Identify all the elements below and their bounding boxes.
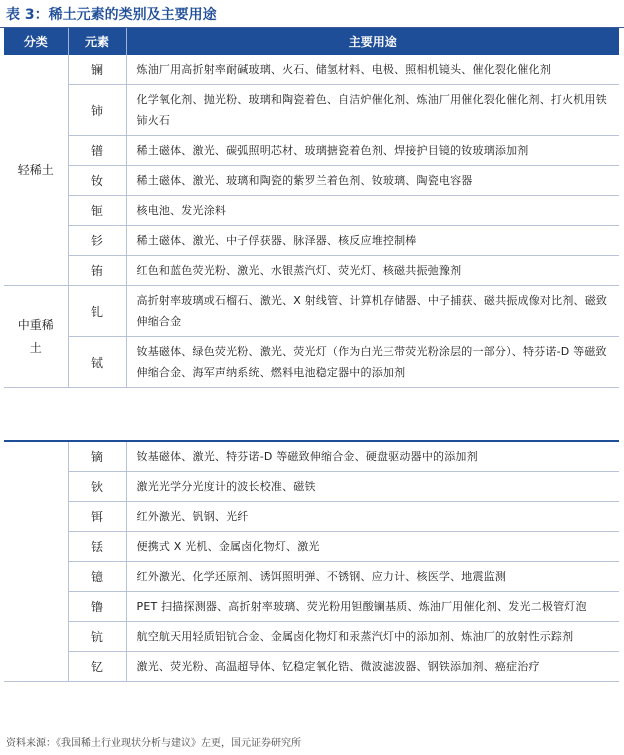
category-continued [4,441,68,682]
header-element: 元素 [68,28,126,55]
element-cell: 钕 [68,166,126,196]
table-row [4,256,619,286]
usage-cell: 红外激光、化学还原剂、诱饵照明弹、不锈钢、应力计、核医学、地震监测 [126,562,619,592]
table-row [4,337,619,388]
usage-cell: 红外激光、钒钢、光纤 [126,502,619,532]
element-cell: 钐 [68,226,126,256]
page-break-gap [0,396,624,438]
usage-cell: 炼油厂用高折射率耐碱玻璃、火石、储氢材料、电极、照相机镜头、催化裂化催化剂 [126,55,619,85]
table-row [4,472,619,502]
category-light: 轻稀土 [4,55,68,286]
table-row [4,55,619,85]
element-cell: 铥 [68,532,126,562]
table-row [4,196,619,226]
table-row [4,85,619,136]
source-note: 资料来源：《我国稀土行业现状分析与建议》左更，国元证券研究所 [6,738,301,749]
table-row [4,226,619,256]
element-cell: 铒 [68,502,126,532]
table-part-2 [4,440,619,682]
element-cell: 镝 [68,441,126,472]
element-cell: 钇 [68,652,126,682]
usage-cell: 钕基磁体、激光、特芬诺-D 等磁致伸缩合金、硬盘驱动器中的添加剂 [126,441,619,472]
table-part-1 [4,28,619,388]
usage-cell: 稀土磁体、激光、中子俘获器、脉泽器、核反应堆控制棒 [126,226,619,256]
table-row [4,622,619,652]
table-row [4,286,619,337]
category-mid-heavy-label: 中重稀 土 [17,317,54,355]
table-row [4,502,619,532]
element-cell: 钪 [68,622,126,652]
table-header-row [4,28,619,55]
element-cell: 铽 [68,337,126,388]
usage-cell: 航空航天用轻质铝钪合金、金属卤化物灯和汞蒸汽灯中的添加剂、炼油厂的放射性示踪剂 [126,622,619,652]
table-row [4,652,619,682]
usage-cell: 激光、荧光粉、高温超导体、钇稳定氧化锆、微波滤波器、钢铁添加剂、癌症治疗 [126,652,619,682]
usage-cell: 红色和蓝色荧光粉、激光、水银蒸汽灯、荧光灯、核磁共振弛豫剂 [126,256,619,286]
element-cell: 镧 [68,55,126,85]
element-cell: 镥 [68,592,126,622]
category-mid-heavy [4,286,68,388]
usage-cell: 化学氧化剂、抛光粉、玻璃和陶瓷着色、自洁炉催化剂、炼油厂用催化裂化催化剂、打火机用铁铈火石 [126,85,619,136]
element-cell: 铕 [68,256,126,286]
table-row [4,532,619,562]
table-title: 表 3：稀土元素的类别及主要用途 [6,7,217,23]
element-cell: 钆 [68,286,126,337]
element-cell: 铈 [68,85,126,136]
usage-cell: PET 扫描探测器、高折射率玻璃、荧光粉用钽酸镧基质、炼油厂用催化剂、发光二极管灯泡 [126,592,619,622]
table-row [4,441,619,472]
element-cell: 镱 [68,562,126,592]
usage-cell: 激光光学分光度计的波长校准、磁铁 [126,472,619,502]
element-cell: 钷 [68,196,126,226]
usage-cell: 便携式 X 光机、金属卤化物灯、激光 [126,532,619,562]
table-row [4,562,619,592]
usage-cell: 稀土磁体、激光、碳弧照明芯材、玻璃搪瓷着色剂、焊接护目镜的钕玻璃添加剂 [126,136,619,166]
header-usage: 主要用途 [126,28,619,55]
element-cell: 镨 [68,136,126,166]
element-cell: 钬 [68,472,126,502]
usage-cell: 稀土磁体、激光、玻璃和陶瓷的紫罗兰着色剂、钕玻璃、陶瓷电容器 [126,166,619,196]
usage-cell: 高折射率玻璃或石榴石、激光、X 射线管、计算机存储器、中子捕获、磁共振成像对比剂、磁致伸缩合金 [126,286,619,337]
header-category: 分类 [4,28,68,55]
table-row [4,592,619,622]
usage-cell: 钕基磁体、绿色荧光粉、激光、荧光灯（作为白光三带荧光粉涂层的一部分）、特芬诺-D 等磁致伸缩合金、海军声纳系统、燃料电池稳定器中的添加剂 [126,337,619,388]
table-row [4,166,619,196]
table-row [4,136,619,166]
usage-cell: 核电池、发光涂料 [126,196,619,226]
